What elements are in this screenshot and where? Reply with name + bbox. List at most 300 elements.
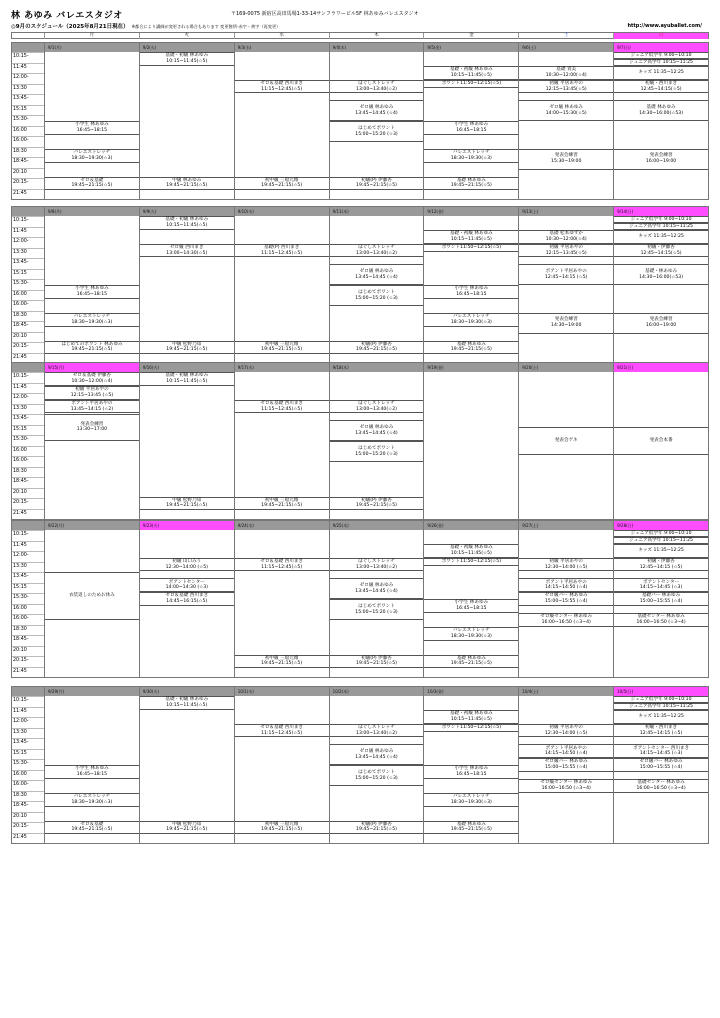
day-date: 9/23(火): [140, 521, 234, 530]
day-date: 10/2(木): [330, 687, 424, 696]
class-text: キッズ 11:35~12:25: [638, 233, 684, 239]
class-text: ゼロ級 林あゆみ: [359, 425, 394, 431]
class-cell: [424, 765, 518, 779]
day-date: 9/27(土): [519, 521, 613, 530]
class-cell: [519, 724, 613, 738]
day-body: [330, 52, 424, 199]
class-text: 初級・西川まき: [644, 80, 678, 86]
class-cell: [519, 744, 613, 758]
class-cell: [424, 121, 518, 135]
class-cell: [614, 66, 708, 80]
class-text: 12:45~14:15 (☆5): [639, 564, 683, 570]
time-label: 12:00-: [12, 73, 44, 84]
class-text: ゼロ級 林あゆみ: [359, 105, 394, 111]
class-text: はじめてポワント: [358, 603, 395, 609]
class-cell: [140, 52, 234, 66]
time-column: [12, 363, 44, 519]
time-label: 11:45: [12, 541, 44, 552]
class-text: 12:15~13:45 (☆5): [70, 392, 114, 398]
class-text: 14:45~16:15(☆5): [166, 599, 208, 605]
class-text: 初中級 三船元維: [264, 655, 299, 661]
time-label: 15:15: [12, 269, 44, 280]
time-label: 18:45-: [12, 321, 44, 332]
day-date: 10/4(土): [519, 687, 613, 696]
class-cell: [519, 613, 613, 627]
class-cell: [614, 592, 708, 606]
class-text: 19:45~21:15(☆5): [356, 183, 397, 189]
class-text: 19:45~21:15(☆5): [261, 661, 303, 667]
class-cell: [330, 264, 424, 285]
time-label: 15:30-: [12, 593, 44, 604]
time-label: 11:45: [12, 383, 44, 394]
day-name-5: 土: [518, 33, 613, 39]
class-text: 16:45~18:15: [456, 606, 487, 612]
time-label: 20:10: [12, 812, 44, 823]
class-cell: [330, 744, 424, 765]
class-cell: [614, 52, 708, 59]
class-text: 19:45~21:15(☆5): [450, 347, 492, 353]
class-text: 13:00~13:40(☆2): [356, 250, 397, 256]
class-text: 基礎・初級 林あゆみ: [165, 697, 209, 703]
class-text: 初級 山口みう: [172, 558, 202, 564]
class-cell: [140, 216, 234, 230]
day-body: [614, 52, 708, 199]
class-text: 基礎・林あゆみ: [644, 269, 678, 275]
day-body: [519, 372, 613, 519]
day-body: [614, 216, 708, 363]
class-text: ジュニア低学年 9:00~10:10: [630, 52, 692, 58]
time-column: [12, 43, 44, 199]
time-date-spacer: [12, 207, 44, 216]
class-text: ゼロ級 西川まき: [169, 244, 204, 250]
class-cell: [424, 230, 518, 244]
class-cell: [424, 80, 518, 88]
class-cell: [330, 724, 424, 738]
class-text: バレエストレッチ: [73, 150, 111, 156]
day-body: [235, 216, 329, 363]
class-cell: [519, 149, 613, 170]
day-body: [614, 530, 708, 677]
class-text: 初級 平居あやの: [549, 558, 584, 564]
class-text: ポワント11:50~12:15(☆5): [441, 80, 502, 86]
class-cell: [424, 244, 518, 252]
time-label: 12:00-: [12, 551, 44, 562]
day-column: [423, 43, 518, 199]
class-cell: [235, 177, 329, 191]
time-label: 13:45-: [12, 738, 44, 749]
class-text: ジュニア低学年 9:00~10:10: [630, 530, 692, 536]
day-body: [424, 216, 518, 363]
day-date: 9/30(火): [140, 687, 234, 696]
class-cell: [45, 572, 139, 620]
class-text: 19:45~21:15(☆5): [450, 661, 492, 667]
class-cell: [519, 427, 613, 455]
day-column: [613, 207, 708, 363]
day-date: 9/4(木): [330, 43, 424, 52]
time-label: 16:00: [12, 446, 44, 457]
class-text: 16:00~19:00: [645, 323, 677, 329]
class-cell: [424, 285, 518, 299]
class-text: 基礎・初級 林あゆみ: [449, 711, 493, 716]
class-text: ポアント平居あやの: [545, 579, 587, 585]
class-text: 10:15~11:45(☆5): [450, 236, 492, 242]
class-text: ジュニア低学年 9:00~10:10: [630, 696, 692, 702]
time-label: 16:00: [12, 604, 44, 615]
time-label: 13:45-: [12, 572, 44, 583]
class-text: 10:30~12:00(☆4): [545, 236, 587, 242]
day-date: 9/14(日): [614, 207, 708, 216]
class-cell: [330, 578, 424, 599]
class-cell: [140, 341, 234, 355]
day-name-2: 水: [234, 33, 329, 39]
day-body: [424, 696, 518, 843]
class-text: バレエストレッチ: [452, 314, 490, 320]
class-cell: [45, 372, 139, 386]
day-column: [423, 363, 518, 519]
class-text: ゼロ級バー 林あゆみ: [544, 593, 588, 599]
day-date: 9/3(水): [235, 43, 329, 52]
class-text: 19:45~21:15(☆5): [356, 503, 397, 509]
class-text: ゼロ＆基礎 伊藤杏: [72, 373, 112, 379]
time-label: 16:00-: [12, 780, 44, 791]
class-cell: [519, 264, 613, 285]
class-text: 基礎 林あゆみ: [646, 105, 676, 111]
class-text: 基礎・初級 林あゆみ: [449, 67, 493, 72]
class-cell: [330, 121, 424, 142]
class-text: バレエストレッチ: [452, 628, 490, 634]
class-cell: [614, 703, 708, 710]
studio-address: 〒169-0075 新宿区高田馬場1-33-14サンフラワービル5F 林あゆみバレエスタジオ: [231, 11, 419, 17]
time-label: 10:15-: [12, 52, 44, 63]
class-text: 初中級 三船元維: [264, 821, 299, 827]
class-text: 小学生 林あゆみ: [75, 122, 109, 128]
class-cell: [330, 441, 424, 462]
class-text: 初級 平居あやの: [549, 80, 584, 86]
class-cell: [235, 655, 329, 669]
time-label: 18:30: [12, 625, 44, 636]
day-date: 10/3(金): [424, 687, 518, 696]
day-body: [235, 372, 329, 519]
time-label: 18:30: [12, 311, 44, 322]
class-cell: [614, 578, 708, 592]
week-block-4: [11, 520, 709, 678]
class-text: 中級 松野乃知: [172, 821, 202, 827]
day-body: [235, 696, 329, 843]
day-column: [44, 363, 139, 519]
time-date-spacer: [12, 43, 44, 52]
day-date: 9/5(金): [424, 43, 518, 52]
class-cell: [614, 724, 708, 738]
class-cell: [614, 59, 708, 66]
class-cell: [45, 177, 139, 191]
day-name-4: 金: [423, 33, 518, 39]
day-body: [424, 372, 518, 519]
class-cell: [519, 758, 613, 772]
class-text: キッズ 11:35~12:25: [638, 713, 684, 719]
class-text: ゼロ＆基礎 西川まき: [260, 80, 304, 86]
class-text: 初級(P) 伊藤杏: [361, 341, 392, 347]
subtitle-text: ◎9月のスケジュール（2025年8月21日現在）: [11, 24, 129, 30]
time-label: 13:30: [12, 84, 44, 95]
class-cell: [330, 497, 424, 511]
class-text: ほぐしストレッチ: [358, 558, 395, 564]
class-text: ポワント11:50~12:15(☆5): [441, 724, 502, 730]
class-text: ゼロ＆基礎 西川まき: [260, 558, 304, 564]
class-text: 12:15~13:45(☆5): [545, 86, 587, 92]
time-label: 21:45: [12, 833, 44, 844]
day-name-1: 火: [139, 33, 234, 39]
class-text: 12:30~14:00 (☆5): [545, 564, 588, 570]
day-date: 9/15(月): [45, 363, 139, 372]
class-text: はじめてポワント: [358, 289, 395, 295]
class-text: 18:30~19:30(☆3): [450, 799, 492, 805]
class-cell: [424, 710, 518, 724]
class-text: 基礎センター 林あゆみ: [637, 780, 685, 786]
time-label: 16:00: [12, 770, 44, 781]
class-cell: [424, 341, 518, 355]
studio-url-link[interactable]: http://www.ayuballet.com/: [627, 23, 702, 29]
day-date: 9/25(木): [330, 521, 424, 530]
day-date: 9/20(土): [519, 363, 613, 372]
day-column: [139, 521, 234, 677]
class-text: 11:15~12:45(☆5): [261, 86, 303, 92]
class-text: ポワント11:50~12:15(☆5): [441, 244, 502, 250]
time-label: 13:45-: [12, 414, 44, 425]
day-column: [139, 207, 234, 363]
class-cell: [330, 821, 424, 835]
class-text: 基礎・初級 林あゆみ: [165, 217, 209, 223]
time-label: 21:45: [12, 353, 44, 364]
class-text: ジュニア高学年 10:15~11:25: [629, 223, 693, 229]
class-text: 16:00~19:00: [645, 159, 677, 165]
time-label: 15:15: [12, 105, 44, 116]
class-text: 小学生 林あゆみ: [75, 286, 109, 292]
day-date: 9/12(金): [424, 207, 518, 216]
class-text: 19:45~21:15(☆5): [166, 827, 208, 833]
class-text: 初級(P) 伊藤杏: [361, 821, 392, 827]
time-label: 15:30-: [12, 759, 44, 770]
day-body: [235, 530, 329, 677]
class-text: 初級・伊藤杏: [647, 558, 675, 564]
class-text: 19:45~21:15(☆5): [166, 503, 208, 509]
time-label: 20:15-: [12, 656, 44, 667]
class-text: 初級 平居あやの: [549, 244, 584, 250]
class-text: 14:15~14:45 (☆3): [639, 585, 683, 591]
class-cell: [614, 779, 708, 793]
class-text: 基礎バー 林あゆみ: [641, 593, 681, 599]
class-text: 小学生 林あゆみ: [454, 600, 489, 606]
class-text: バレエストレッチ: [73, 794, 111, 800]
class-text: 16:45~18:15: [456, 128, 487, 134]
day-body: [140, 216, 234, 363]
class-text: 15:00~15:55 (☆4): [639, 765, 683, 771]
class-text: 初級(P) 伊藤杏: [361, 655, 392, 661]
studio-title: 林 あゆみ バレエスタジオ: [11, 11, 123, 21]
class-cell: [45, 313, 139, 327]
class-cell: [235, 821, 329, 835]
class-cell: [519, 80, 613, 94]
time-label: 20:15-: [12, 822, 44, 833]
day-date: 9/8(月): [45, 207, 139, 216]
time-label: 11:45: [12, 227, 44, 238]
day-column: [44, 43, 139, 199]
class-cell: [614, 544, 708, 558]
time-label: 10:15-: [12, 216, 44, 227]
day-date: 9/16(火): [140, 363, 234, 372]
class-text: 15:00~15:20 (☆3): [355, 131, 398, 137]
class-text: 基礎 林あゆみ: [456, 821, 486, 827]
time-label: 16:00-: [12, 456, 44, 467]
day-date: 9/17(水): [235, 363, 329, 372]
day-column: [44, 687, 139, 843]
class-text: 13:00~13:40(☆2): [356, 564, 397, 570]
time-label: 21:45: [12, 189, 44, 200]
class-text: 13:00~14:30(☆5): [166, 250, 208, 256]
class-cell: [330, 285, 424, 306]
class-cell: [330, 765, 424, 786]
class-text: 12:15~13:45(☆5): [545, 250, 587, 256]
time-label: 11:45: [12, 707, 44, 718]
class-text: 13:00~13:40(☆2): [356, 406, 397, 412]
class-text: 12:45~14:15(☆5): [640, 250, 682, 256]
day-column: [518, 43, 613, 199]
time-label: 10:15-: [12, 530, 44, 541]
class-text: ジュニア高学年 10:15~11:25: [629, 703, 693, 709]
day-column: [423, 687, 518, 843]
day-column: [613, 363, 708, 519]
class-cell: [614, 530, 708, 537]
class-cell: [519, 244, 613, 258]
class-text: 15:00~15:55 (☆4): [639, 599, 683, 605]
day-date: 9/6(土): [519, 43, 613, 52]
class-text: 14:30~19:00: [551, 323, 582, 329]
class-text: 13:30~17:00: [76, 427, 108, 433]
class-cell: [330, 341, 424, 355]
class-text: 10:30~12:00(☆4): [545, 72, 587, 78]
class-text: バレエストレッチ: [452, 150, 490, 156]
class-text: 15:00~15:20 (☆3): [355, 775, 398, 781]
time-label: 21:45: [12, 667, 44, 678]
class-text: 15:00~15:55 (☆4): [545, 765, 588, 771]
class-cell: [519, 558, 613, 572]
time-label: 13:30: [12, 404, 44, 415]
class-text: 16:00~16:50 (☆3~4): [541, 785, 591, 791]
class-text: 初級・西川まき: [644, 724, 678, 730]
day-column: [613, 521, 708, 677]
class-text: 基礎・初級 林あゆみ: [449, 545, 493, 550]
class-text: 19:45~21:15(☆5): [356, 661, 397, 667]
class-cell: [45, 765, 139, 779]
class-text: 小学生 林あゆみ: [454, 286, 489, 292]
class-text: 16:45~18:15: [76, 772, 108, 778]
class-text: 16:00~16:50 (☆3~4): [636, 785, 686, 791]
day-body: [614, 696, 708, 843]
class-text: 基礎・初級 林あゆみ: [449, 231, 493, 236]
day-date: 9/2(火): [140, 43, 234, 52]
week-block-2: [11, 206, 709, 364]
class-cell: [519, 578, 613, 592]
class-text: 10:15~11:45(☆5): [166, 702, 208, 708]
class-text: ポワント11:50~12:15(☆5): [441, 558, 502, 564]
class-cell: [330, 100, 424, 121]
class-text: 16:45~18:15: [76, 292, 108, 298]
time-label: 20:15-: [12, 342, 44, 353]
class-cell: [519, 66, 613, 80]
time-label: 18:30: [12, 467, 44, 478]
class-cell: [614, 80, 708, 94]
class-cell: [235, 497, 329, 511]
class-text: 基礎 松本ゆずか: [549, 231, 584, 236]
class-text: 13:45~14:45 (☆4): [355, 430, 398, 436]
time-label: 13:30: [12, 728, 44, 739]
class-cell: [235, 341, 329, 355]
day-date: 9/29(月): [45, 687, 139, 696]
day-column: [44, 521, 139, 677]
class-text: 小学生 林あゆみ: [454, 122, 489, 128]
day-date: 9/10(水): [235, 207, 329, 216]
day-column: [234, 687, 329, 843]
class-cell: [45, 149, 139, 163]
class-cell: [614, 230, 708, 244]
class-text: ジュニア高学年 10:15~11:25: [629, 537, 693, 543]
class-cell: [424, 558, 518, 566]
day-date: 9/28(日): [614, 521, 708, 530]
class-text: ゼロ級 林あゆみ: [359, 583, 394, 589]
week-block-1: [11, 42, 709, 200]
class-cell: [614, 696, 708, 703]
day-column: [423, 521, 518, 677]
time-label: 20:10: [12, 332, 44, 343]
class-cell: [519, 230, 613, 244]
class-text: 初中級 三船元維: [264, 341, 299, 347]
day-date: 9/26(金): [424, 521, 518, 530]
class-text: ジュニア高学年 10:15~11:25: [629, 59, 693, 65]
class-cell: [330, 655, 424, 669]
day-body: [140, 52, 234, 199]
class-text: 初級(P) 伊藤杏: [361, 177, 392, 183]
class-text: 10:15~11:45(☆5): [166, 222, 208, 228]
time-date-spacer: [12, 521, 44, 530]
time-label: 21:45: [12, 509, 44, 520]
time-label: 11:45: [12, 63, 44, 74]
day-column: [329, 687, 424, 843]
day-body: [45, 530, 139, 677]
class-cell: [140, 696, 234, 710]
class-text: 12:30~14:00 (☆5): [165, 564, 208, 570]
class-text: 11:15~12:45(☆5): [261, 406, 303, 412]
class-cell: [140, 244, 234, 258]
day-column: [329, 43, 424, 199]
class-text: 中級 松野乃知: [172, 341, 202, 347]
time-label: 18:45-: [12, 157, 44, 168]
class-text: 12:45~14:15(☆5): [640, 86, 682, 92]
class-cell: [140, 578, 234, 592]
class-text: 16:00~16:50 (☆3~4): [636, 619, 686, 625]
class-text: 発表会練習: [554, 317, 578, 323]
class-cell: [45, 285, 139, 299]
class-cell: [614, 149, 708, 170]
class-cell: [614, 216, 708, 223]
class-text: 発表会本番: [649, 438, 673, 444]
time-label: 20:10: [12, 168, 44, 179]
class-text: ゼロ級 林あゆみ: [359, 749, 394, 755]
day-column: [518, 521, 613, 677]
class-text: 14:15~14:45 (☆3): [639, 751, 683, 757]
class-text: ポアント平居あやの: [545, 269, 587, 275]
time-label: 12:00-: [12, 717, 44, 728]
class-cell: [45, 341, 139, 355]
class-cell: [45, 793, 139, 807]
